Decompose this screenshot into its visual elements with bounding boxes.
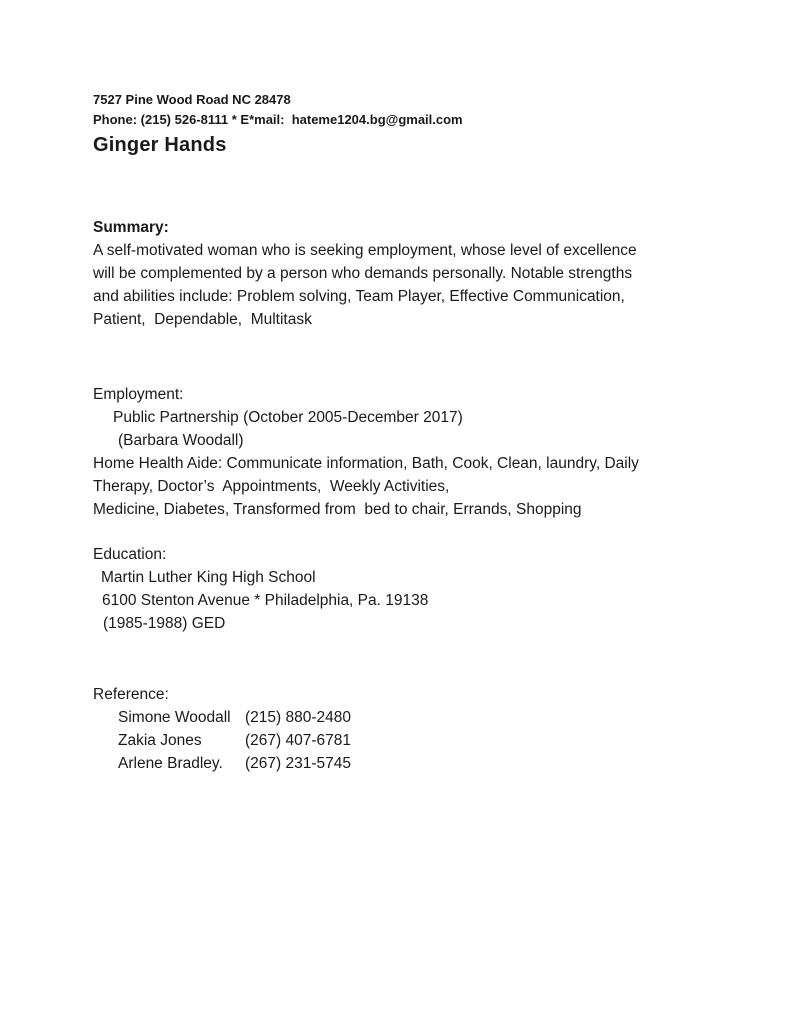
education-years: (1985-1988) GED bbox=[103, 615, 226, 632]
reference-heading: Reference: bbox=[93, 686, 169, 703]
reference-row bbox=[93, 752, 721, 775]
summary-section bbox=[93, 216, 721, 331]
education-address: 6100 Stenton Avenue * Philadelphia, Pa. 19138 bbox=[102, 592, 429, 609]
resume-header bbox=[93, 90, 721, 159]
reference-section bbox=[93, 683, 721, 775]
employment-duties-line: Home Health Aide: Communicate information, Bath, Cook, Clean, laundry, Daily bbox=[93, 455, 639, 472]
summary-text-line: and abilities include: Problem solving, Team Player, Effective Communication, bbox=[93, 288, 625, 305]
employment-section bbox=[93, 383, 721, 521]
employment-supervisor: (Barbara Woodall) bbox=[118, 432, 244, 449]
employment-heading: Employment: bbox=[93, 386, 184, 403]
summary-text-line: A self-motivated woman who is seeking employment, whose level of excellence bbox=[93, 242, 637, 259]
address-line: 7527 Pine Wood Road NC 28478 bbox=[93, 92, 291, 107]
summary-text-line: Patient, Dependable, Multitask bbox=[93, 311, 312, 328]
education-school: Martin Luther King High School bbox=[101, 569, 316, 586]
employment-duties-line: Therapy, Doctor’s Appointments, Weekly Activities, bbox=[93, 478, 450, 495]
reference-row bbox=[93, 706, 721, 729]
reference-phone: (267) 231-5745 bbox=[245, 755, 351, 772]
reference-phone: (267) 407-6781 bbox=[245, 732, 351, 749]
employment-company: Public Partnership (October 2005-December 2017) bbox=[113, 409, 463, 426]
reference-name: Simone Woodall bbox=[118, 709, 231, 726]
summary-heading: Summary: bbox=[93, 219, 169, 236]
summary-text-line: will be complemented by a person who demands personally. Notable strengths bbox=[93, 265, 633, 282]
person-name: Ginger Hands bbox=[93, 134, 227, 156]
employment-duties-line: Medicine, Diabetes, Transformed from bed to chair, Errands, Shopping bbox=[93, 501, 582, 518]
reference-row bbox=[93, 729, 721, 752]
contact-line: Phone: (215) 526-8111 * E*mail: hateme1204.bg@gmail.com bbox=[93, 112, 463, 127]
education-heading: Education: bbox=[93, 546, 167, 563]
reference-name: Zakia Jones bbox=[118, 732, 202, 749]
reference-phone: (215) 880-2480 bbox=[245, 709, 351, 726]
reference-name: Arlene Bradley. bbox=[118, 755, 223, 772]
education-section bbox=[93, 543, 721, 635]
